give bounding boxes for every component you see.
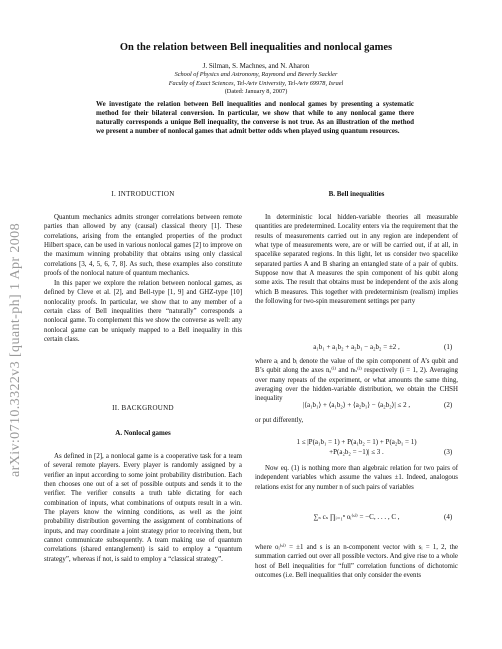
games-paragraph-1: As defined in [2], a nonlocal game is a cooperative task for a team of several remote players. Every player is randomly assigned by a verifier an input according to some joint probability distribution. Each then chooses one out of a set of possible outputs and sends it to the verifier. The verifier consults a truth table dictating for each combination of inputs, what combinations of outputs result in a win. The players know the winning conditions, as well as the joint probability distribution governing the assignment of combinations of inputs, and may coordinate a joint strategy prior to receiving them, but cannot communicate subsequently. A team making use of quantum correlations (shared entanglement) is said to employ a “quantum strategy”, whereas if not, is said to employ a “classical strategy”. — [44, 453, 242, 563]
subsection-heading-nonlocal-games: A. Nonlocal games — [115, 429, 171, 437]
subsection-heading-bell-inequalities: B. Bell inequalities — [328, 190, 385, 198]
bell-paragraph-3: or put differently, — [255, 417, 304, 424]
section-heading-introduction: I. INTRODUCTION — [111, 190, 175, 198]
bell-paragraph-4: Now eq. (1) is nothing more than algebraic relation for two pairs of independent variables which assume the values ±1. Indeed, analogous relations exist for any number n of such pairs of variables — [255, 465, 458, 491]
equation-2: |⟨a₁b₁⟩ + ⟨a₁b₂⟩ + ⟨a₂b₁⟩ − ⟨a₂b₂⟩| ≤ 2 , — [302, 401, 411, 409]
equation-3-line-2: +P(a₂b₂ = −1)| ≤ 3 . — [329, 448, 384, 456]
affiliation-line-1: School of Physics and Astronomy, Raymond and Beverly Sackler — [174, 71, 338, 78]
paper-title: On the relation between Bell inequalities and nonlocal games — [119, 42, 393, 53]
equation-2-number: (2) — [444, 401, 453, 409]
equation-1: a₁b₁ + a₁b₂ + a₂b₁ − a₂b₂ = ±2 , — [313, 343, 400, 351]
equation-3-line-1: 1 ≤ |P(a₁b₁ = 1) + P(a₁b₂ = 1) + P(a₂b₁ = 1) — [296, 438, 417, 446]
bell-paragraph-1: In deterministic local hidden-variable theories all measurable quantities are predetermined. Locality enters via the requirement that the results of measurements carried out in any region are independent of what type of measurements were, are or will be carried out, if at all, in spacelike separated regions. In this light, let us consider two spacelike separated parties A and B sharing an entangled state of a pair of qubits. Suppose now that A measures the spin component of his qubit along some axis. The result that obtains must be independent of the axis along which B measures. This together with predeterminism (realism) implies the following for two-spin measurement settings per party — [255, 214, 458, 306]
equation-4: ∑ₛ cₛ ∏ᵢ₌₁ⁿ oᵢ⁽ˢⁱ⁾ = −C, . . . , C , — [313, 513, 400, 521]
arxiv-stamp: arXiv:0710.3322v3 [quant-ph] 1 Apr 2008 — [8, 223, 23, 477]
bell-paragraph-5: where oᵢ⁽ˢⁱ⁾ = ±1 and s is an n-component vector with sᵢ = 1, 2, the summation carried out over all possible vectors. And give rise to a whole host of Bell inequalities for “full” correlation functions of dichotomic outcomes (i.e. Bell inequalities that only consider the events — [255, 544, 458, 580]
equation-3-number: (3) — [444, 448, 453, 456]
intro-paragraph-1: Quantum mechanics admits stronger correlations between remote parties than allowed by any (causal) classical theory [1]. These correlations, arising from the entangled properties of the product Hilbert space, can be used in various nonlocal games [2] to improve on the maximum winning probability that obtains using only classical correlations [3, 4, 5, 6, 7, 8]. As such, these examples also constitute proofs of the nonlocal nature of quantum mechanics. — [44, 214, 242, 278]
abstract: We investigate the relation between Bell inequalities and nonlocal games by presenting a systematic method for their bilateral conversion. In particular, we show that while to any nonlocal game there naturally corresponds a unique Bell inequality, the converse is not true. As an illustration of the method we present a number of nonlocal games that admit better odds when played using quantum resources. — [96, 100, 414, 135]
date-line: (Dated: January 8, 2007) — [224, 88, 288, 95]
bell-paragraph-2: where aᵢ and bᵢ denote the value of the spin component of A’s qubit and B’s qubit along the axes nₐ⁽ⁱ⁾ and nₕ⁽ⁱ⁾ respectively (i = 1, 2). Averaging over many repeats of the experiment, or what amounts the same thing, averaging over the hidden-variable distribution, we obtain the CHSH inequality — [255, 358, 458, 403]
affiliation-line-2: Faculty of Exact Sciences, Tel-Aviv University, Tel-Aviv 69978, Israel — [168, 79, 344, 87]
affiliation — [70, 71, 442, 88]
equation-4-number: (4) — [444, 513, 453, 521]
authors: J. Silman, S. Machnes, and N. Aharon — [202, 62, 310, 70]
equation-1-number: (1) — [444, 343, 453, 351]
section-heading-background: II. BACKGROUND — [112, 404, 174, 412]
intro-paragraph-2: In this paper we explore the relation between nonlocal games, as defined by Cleve et al. [2], and Bell-type [1, 9] and GHZ-type [10] nonlocality proofs. In particular, we show that to any member of a certain class of Bell inequalities there “naturally” corresponds a nonlocal game. To complement this we show the converse as well: any nonlocal game can be uniquely mapped to a Bell inequality in this certain class. — [44, 280, 242, 344]
